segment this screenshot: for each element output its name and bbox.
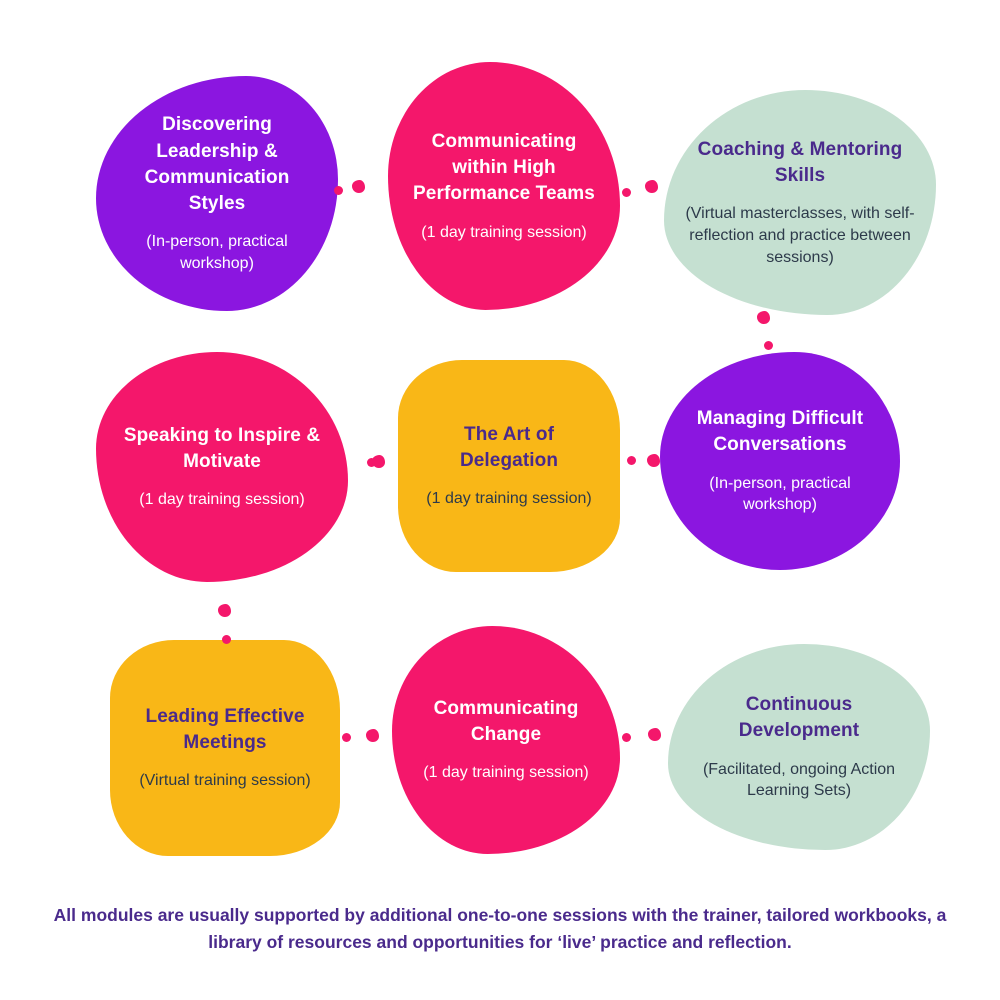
connector-dot [366,729,379,742]
module-title: Communicating Change [433,697,579,746]
module-subtitle: (In-person, practical workshop) [709,474,851,514]
connector-dot [342,733,351,742]
module-title: Leading Effective Meetings [145,705,305,754]
module-title: Managing Difficult Conversations [696,408,864,456]
module-subtitle: (1 day training session) [423,764,589,782]
connector-dot [222,635,231,644]
module-card-leading-effective-meetings[interactable] [110,640,340,856]
connector-dot [352,180,365,193]
footer-note: All modules are usually supported by additional one-to-one sessions with the trainer, tailored workbooks, a library of resources and opportunities for ‘live’ practice and reflection. [53,904,947,952]
connector-dot [757,311,770,324]
connector-dot [645,180,658,193]
connector-dot [334,186,343,195]
connector-dot [218,604,231,617]
connector-dot [372,455,385,468]
module-card-managing-difficult-conversations[interactable] [660,352,900,570]
module-subtitle: (In-person, practical workshop) [146,233,288,272]
module-subtitle: (1 day training session) [426,490,592,508]
module-title: Speaking to Inspire & Motivate [123,424,321,473]
module-card-continuous-development[interactable] [668,644,930,850]
module-title: The Art of Delegation [459,423,559,472]
connector-dot [622,188,631,197]
connector-dot [648,728,661,741]
module-subtitle: (1 day training session) [139,491,305,509]
module-subtitle: (1 day training session) [421,223,587,241]
module-card-communicating-within-high-performance-teams[interactable] [388,62,620,310]
module-title: Communicating within High Performance Teams [413,130,595,205]
connector-dot [764,341,773,350]
module-title: Coaching & Mentoring Skills [697,138,903,187]
module-card-the-art-of-delegation[interactable] [398,360,620,572]
connector-dot [627,456,636,465]
module-subtitle: (Virtual training session) [139,772,311,790]
module-card-speaking-to-inspire-motivate[interactable] [96,352,348,582]
module-subtitle: (Virtual masterclasses, with self-reflection and practice between sessions) [685,205,915,266]
connector-dot [622,733,631,742]
module-card-communicating-change[interactable] [392,626,620,854]
module-title: Discovering Leadership & Communication Styles [144,114,290,215]
module-title: Continuous Development [738,694,860,742]
connector-dot [647,454,660,467]
module-subtitle: (Facilitated, ongoing Action Learning Sets) [702,760,896,800]
module-card-coaching-mentoring-skills[interactable] [664,90,936,315]
module-card-discovering-leadership[interactable] [96,76,338,311]
